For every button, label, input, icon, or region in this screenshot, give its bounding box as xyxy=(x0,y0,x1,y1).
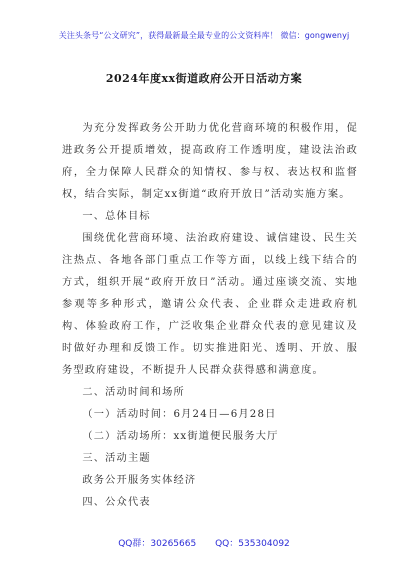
footer-qq-group: QQ群：30265665 xyxy=(118,539,197,549)
document-title: 2024年度xx街道政府公开日活动方案 xyxy=(105,72,303,85)
footer-qq: QQ：535304092 xyxy=(215,539,290,549)
theme-line: 政务公开服务实体经济 xyxy=(82,475,197,486)
activity-time-line: （一）活动时间：6月24日—6月28日 xyxy=(82,409,277,420)
intro-paragraph: 为充分发挥政务公开助力优化营商环境的积极作用，促进政务公开提质增效，提高政府工作透明度，建设法治政府，全力保障人民群众的知情权、参与权、表达权和监督权，结合实际，制定xx街道“政府开放日”活动实施方案。 xyxy=(62,123,358,200)
activity-place-line: （二）活动场所：xx街道便民服务大厅 xyxy=(82,431,279,442)
document-body xyxy=(62,118,358,514)
section-heading-goals: 一、总体目标 xyxy=(82,211,151,222)
header-promo-note: 关注头条号“公文研究”，获得最新最全最专业的公文资料库！ 微信：gongwenyj xyxy=(58,31,350,40)
goals-paragraph: 围绕优化营商环境、法治政府建设、诚信建设、民生关注热点、各地各部门重点工作等方面，以线上线下结合的方式，组织开展“政府开放日”活动。通过座谈交流、实地参观等多种形式，邀请公众代表、企业群众走进政府机构、体验政府工作，广泛收集企业群众代表的意见建议及时做好办理和反馈工作。切实推进阳光、透明、开放、服务型政府建设，不断提升人民群众获得感和满意度。 xyxy=(62,233,358,376)
footer-contact xyxy=(0,536,408,549)
section-heading-time-place: 二、活动时间和场所 xyxy=(82,387,185,398)
section-heading-representatives: 四、公众代表 xyxy=(82,497,151,508)
section-heading-theme: 三、活动主题 xyxy=(82,453,151,464)
